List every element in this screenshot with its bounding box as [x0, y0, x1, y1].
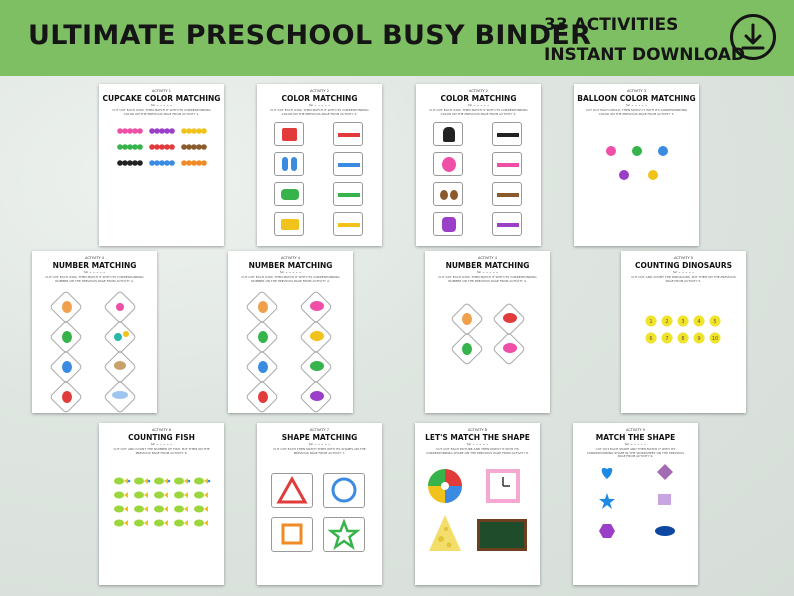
dots-icon: [112, 391, 128, 399]
star-shape: [599, 493, 615, 509]
crayon-blue-card: [333, 152, 363, 176]
activity-label: ACTIVITY 2: [310, 89, 329, 93]
worksheet-title: NUMBER MATCHING: [52, 261, 137, 270]
worksheet-title: NUMBER MATCHING: [248, 261, 333, 270]
scissors-icon: ✂ - - - - -: [476, 270, 499, 276]
scissors-icon: ✂ - - - - -: [308, 442, 331, 448]
worksheet-color-matching-2[interactable]: [416, 84, 541, 246]
worksheet-title: LET'S MATCH THE SHAPE: [425, 433, 530, 442]
worksheet-instructions: CUT OUT EACH ICON, THEN MATCH IT WITH ITS CORRESPONDING NUMBER ON THE PREVIOUS PAGE FROM ACTIVITY 4.: [438, 275, 537, 283]
block-card: [274, 212, 304, 236]
activity-label: ACTIVITY 5: [674, 256, 693, 260]
balloon-pink: [606, 146, 616, 156]
worksheet-instructions: CUT OUT AND COUNT THE DINOSAURS. PUT THEM ON THE PREVIOUS PAGE FROM ACTIVITY 5.: [631, 275, 736, 283]
cookie-icon: [114, 361, 126, 370]
worksheet-title: COUNTING FISH: [128, 433, 195, 442]
rectangle-shape: [658, 494, 671, 505]
crayon-brown-card: [492, 182, 522, 206]
worksheet-counting-dinosaurs[interactable]: [621, 251, 746, 413]
worksheet-instructions: CUT OUT EACH ICON, THEN MATCH IT WITH ITS CORRESPONDING NUMBER ON THE PREVIOUS PAGE FROM ACTIVITY 4.: [241, 275, 340, 283]
balloon-green: [632, 146, 642, 156]
dinosaur-number: 6: [649, 335, 653, 342]
scissors-icon: ✂ - - - - -: [625, 103, 648, 109]
crayon-purple-card: [492, 212, 522, 236]
activity-label: ACTIVITY 8: [468, 428, 487, 432]
activity-label: ACTIVITY 7: [310, 428, 329, 432]
worksheet-title: COUNTING DINOSAURS: [634, 261, 733, 270]
cheese-icon: [427, 513, 463, 557]
dinosaur-number: 5: [713, 318, 717, 325]
worksheet-number-matching-3[interactable]: [425, 251, 550, 413]
activity-label: ACTIVITY 3: [627, 89, 646, 93]
shape-grid: [597, 463, 677, 557]
worksheet-instructions: CUT OUT EACH ICON, THEN MATCH IT WITH ITS CORRESPONDING COLOR ON THE PREVIOUS PAGE FROM ACTIVITY 2.: [270, 108, 369, 116]
crayon-yellow-card: [333, 212, 363, 236]
worksheet-title: SHAPE MATCHING: [281, 433, 358, 442]
balloon-yellow: [648, 170, 658, 180]
star-card: [323, 517, 365, 552]
cupcake-row-1: [117, 128, 209, 174]
dinosaur-number-grid: [645, 315, 725, 349]
stars-icon: [310, 331, 324, 341]
kid-icon: [62, 331, 72, 343]
activity-label: ACTIVITY 4: [478, 256, 497, 260]
kid-icon: [62, 391, 72, 403]
star-icon: [324, 518, 364, 551]
beach-ball-icon: [427, 468, 463, 508]
kid-icon: [62, 301, 72, 313]
worksheet-title: NUMBER MATCHING: [445, 261, 530, 270]
worksheet-title: COLOR MATCHING: [440, 94, 517, 103]
dinosaur-number: 7: [665, 335, 669, 342]
kid-icon: [462, 343, 472, 355]
scissors-icon: ✂ - - - - -: [624, 442, 647, 448]
balloon-purple: [619, 170, 629, 180]
kid-icon: [258, 361, 268, 373]
fish-grid: [113, 475, 213, 535]
dinosaur-number: 9: [697, 335, 701, 342]
kid-icon: [258, 331, 268, 343]
instant-download-label: INSTANT DOWNLOAD: [544, 45, 746, 65]
triangles-icon: [503, 343, 517, 353]
worksheet-number-matching-1[interactable]: [32, 251, 157, 413]
worksheet-title: MATCH THE SHAPE: [595, 433, 676, 442]
chalkboard-icon: [477, 519, 527, 555]
square-card: [271, 517, 313, 552]
crayon-pink-card: [492, 152, 522, 176]
worksheet-instructions: CUT OUT EACH ICON, THEN MATCH IT WITH ITS CORRESPONDING COLOR ON THE PREVIOUS PAGE FROM ACTIVITY 1.: [112, 108, 211, 116]
dinosaur-number: 1: [649, 318, 653, 325]
worksheet-balloon-color-matching[interactable]: [574, 84, 699, 246]
circle-icon: [324, 474, 364, 507]
banner: [0, 0, 794, 76]
scissors-icon: ✂ - - - - -: [672, 270, 695, 276]
activities-count: 33 ACTIVITIES: [544, 15, 679, 35]
worksheet-instructions: CUT OUT EACH PICTURE AND THEN MATCH IT WITH ITS CORRESPONDING SHAPE ON THE PREVIOUS PAGE FROM ACTIVITY 8.: [426, 447, 529, 455]
worksheet-title: CUPCAKE COLOR MATCHING: [102, 94, 221, 103]
activity-label: ACTIVITY 4: [281, 256, 300, 260]
worksheet-shape-matching[interactable]: [257, 423, 382, 585]
triangle-card: [271, 473, 313, 508]
handprint-card: [433, 212, 463, 236]
dinosaur-number: 2: [665, 318, 669, 325]
scissors-icon: ✂ - - - - -: [279, 270, 302, 276]
scissors-icon: ✂ - - - - -: [150, 103, 173, 109]
worksheet-match-the-shape[interactable]: [573, 423, 698, 585]
scissors-icon: ✂ - - - - -: [467, 103, 490, 109]
star-icon: [123, 331, 129, 337]
worksheet-cupcake-color-matching[interactable]: [99, 84, 224, 246]
kid-icon: [62, 361, 72, 373]
worksheet-instructions: CUT OUT EACH CIRCLE, THEN MATCH IT WITH ITS CORRESPONDING COLOR ON THE PREVIOUS PAGE FROM ACTIVITY 3.: [585, 108, 688, 116]
triangle-icon: [272, 474, 312, 507]
page-title: ULTIMATE PRESCHOOL BUSY BINDER: [28, 20, 592, 51]
oval-shape: [655, 526, 675, 536]
scissors-icon: ✂ - - - - -: [466, 442, 489, 448]
scissors-icon: ✂ - - - - -: [308, 103, 331, 109]
crayon-black-card: [492, 122, 522, 146]
dashes-icon: [310, 391, 324, 401]
scissors-icon: ✂ - - - - -: [150, 442, 173, 448]
heart-shape: [602, 468, 613, 479]
circle-card: [323, 473, 365, 508]
dinosaur-number: 4: [697, 318, 701, 325]
sharpener-card: [274, 122, 304, 146]
frog-card: [274, 182, 304, 206]
diamonds-icon: [310, 361, 324, 371]
activity-label: ACTIVITY 4: [85, 256, 104, 260]
triangles-icon: [310, 301, 324, 311]
shoes-card: [433, 182, 463, 206]
worksheet-title: BALLOON COLOR MATCHING: [577, 94, 696, 103]
worksheet-instructions: CUT OUT AND COUNT THE NUMBER OF FISH. PUT THEM ON THE PREVIOUS PAGE FROM ACTIVITY 6.: [113, 447, 210, 455]
kid-icon: [258, 391, 268, 403]
balloon-blue: [658, 146, 668, 156]
worksheet-number-matching-2[interactable]: [228, 251, 353, 413]
download-icon[interactable]: [730, 14, 776, 60]
monster-card: [433, 152, 463, 176]
dinosaur-number: 10: [711, 335, 719, 342]
crayon-red-card: [333, 122, 363, 146]
cupcake-icon: [116, 303, 124, 311]
square-icon: [272, 518, 312, 551]
worksheet-counting-fish[interactable]: [99, 423, 224, 585]
cat-card: [433, 122, 463, 146]
worksheet-instructions: CUT OUT EACH ICON, THEN MATCH IT WITH ITS CORRESPONDING COLOR ON THE PREVIOUS PAGE FROM ACTIVITY 2.: [429, 108, 528, 116]
clock-icon: [485, 468, 521, 508]
worksheet-lets-match-the-shape[interactable]: [415, 423, 540, 585]
scissors-icon: ✂ - - - - -: [83, 270, 106, 276]
dinosaur-number: 3: [681, 318, 685, 325]
diamond-shape: [657, 464, 673, 480]
crayon-green-card: [333, 182, 363, 206]
dinosaur-number: 8: [681, 335, 685, 342]
worksheet-instructions: CUT OUT EACH ICON, THEN MATCH IT WITH ITS CORRESPONDING NUMBER ON THE PREVIOUS PAGE FROM ACTIVITY 4.: [45, 275, 144, 283]
worksheet-color-matching-1[interactable]: [257, 84, 382, 246]
worksheet-instructions: CUT OUT EACH THEN MATCH THEM WITH ITS SHAPES ON THE PREVIOUS PAGE FROM ACTIVITY 7.: [273, 447, 366, 455]
star-icon: [114, 333, 122, 341]
activity-label: ACTIVITY 2: [469, 89, 488, 93]
footprint-card: [274, 152, 304, 176]
kid-icon: [258, 301, 268, 313]
kid-icon: [462, 313, 472, 325]
hexagon-shape: [599, 524, 615, 538]
activity-label: ACTIVITY 9: [626, 428, 645, 432]
hearts-icon: [503, 313, 517, 323]
activity-label: ACTIVITY 1: [152, 89, 171, 93]
worksheet-title: COLOR MATCHING: [281, 94, 358, 103]
activity-label: ACTIVITY 6: [152, 428, 171, 432]
worksheet-instructions: CUT OUT EACH SHAPE AND THEN MATCH IT WITH ITS CORRESPONDING SHAPE IN THE WORKSHEET ON THE PREVIOUS PAGE FROM ACTIVITY 9.: [586, 447, 685, 459]
